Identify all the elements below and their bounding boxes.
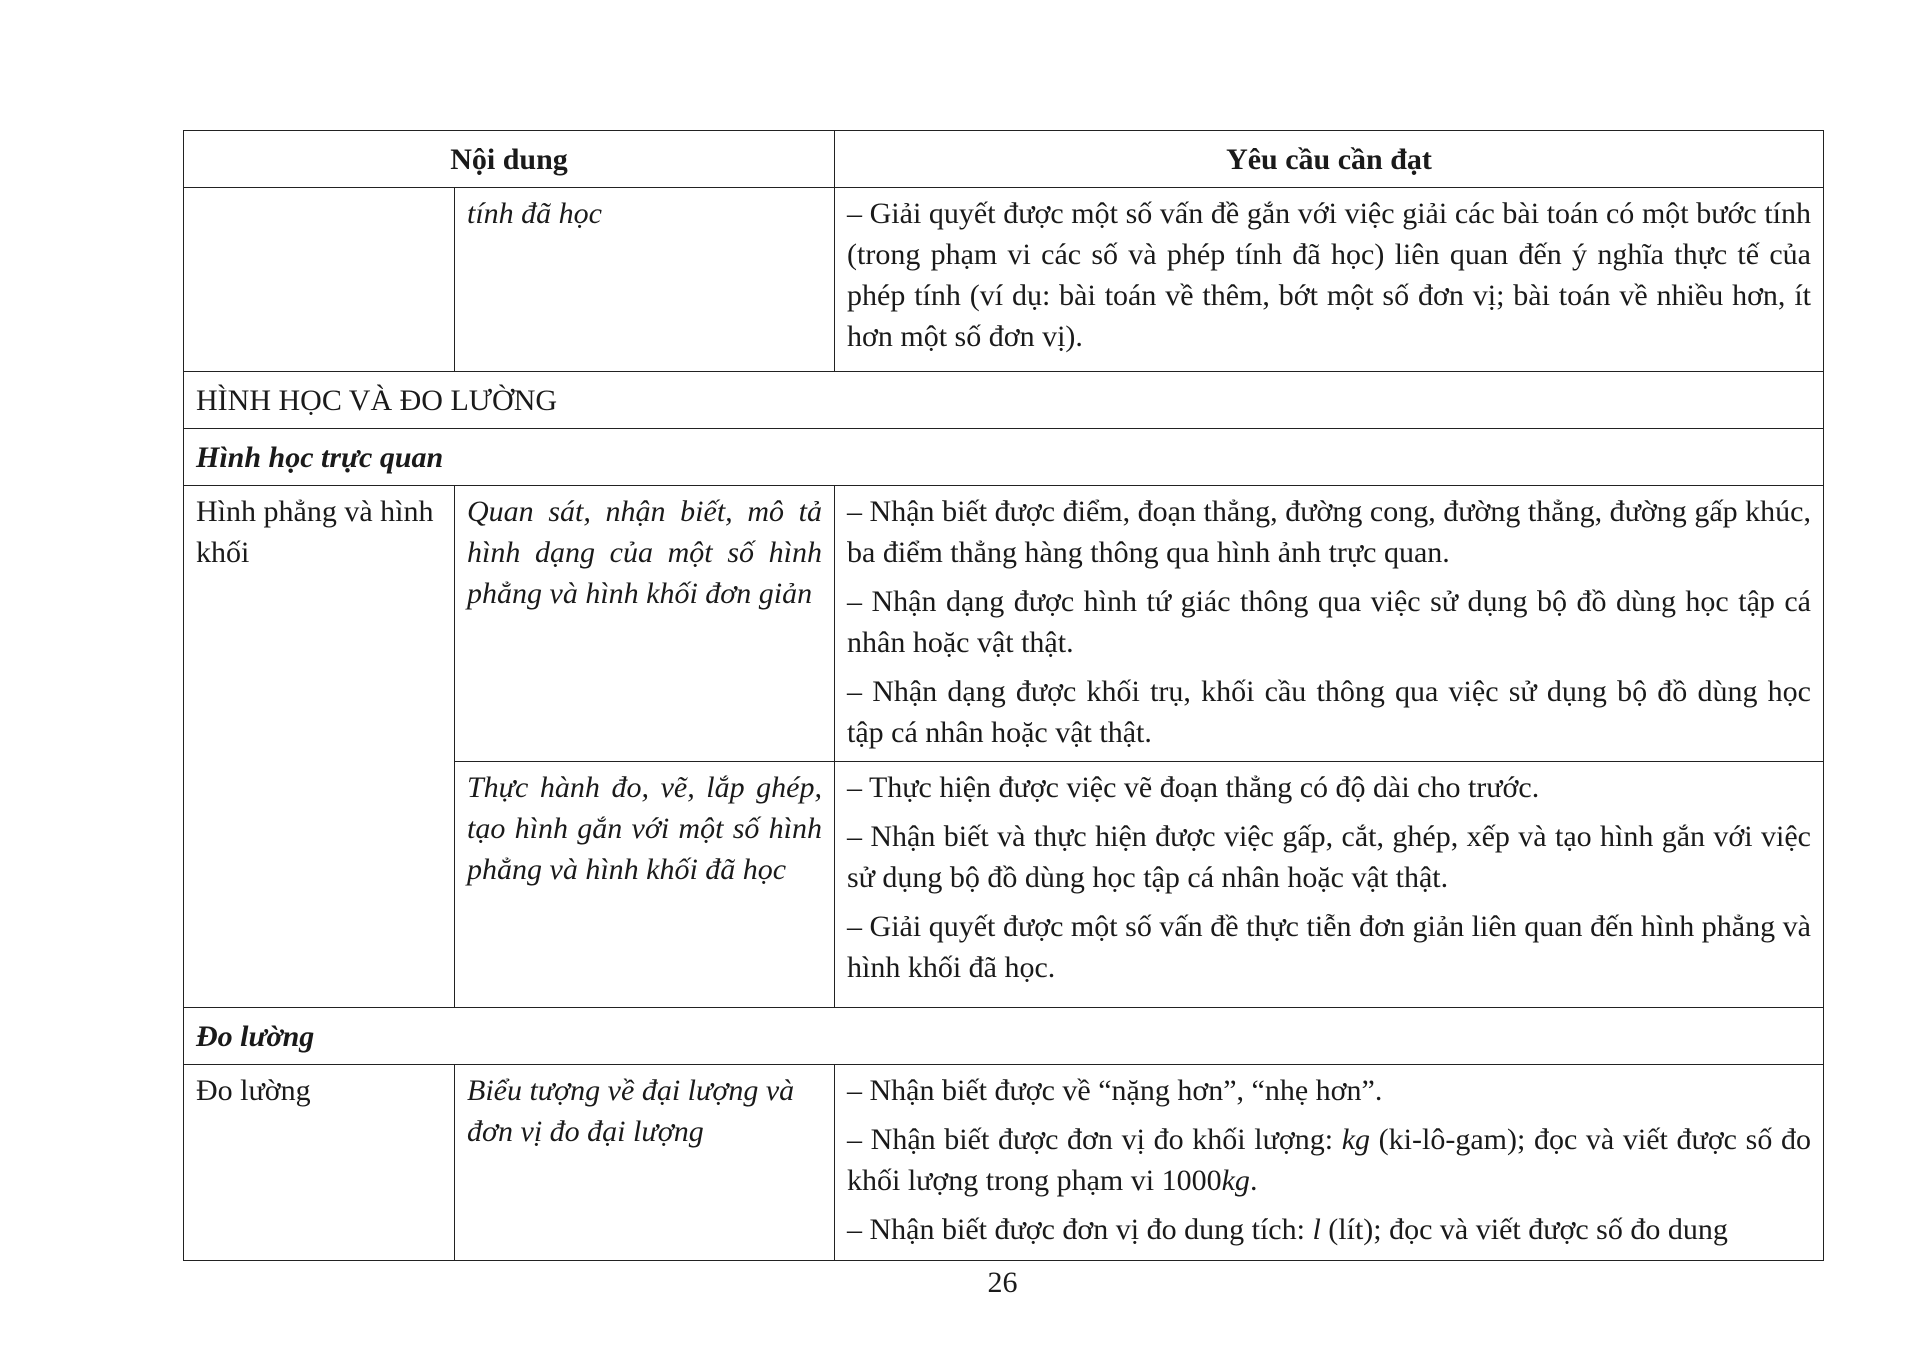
- table-row: [184, 1065, 1824, 1261]
- requirement-item: [847, 1119, 1811, 1201]
- unit-symbol: kg: [1341, 1123, 1371, 1156]
- header-requirements: Yêu cầu cần đạt: [835, 131, 1824, 188]
- requirement-text: – Nhận biết được đơn vị đo khối lượng:: [847, 1123, 1342, 1156]
- table-row: [184, 188, 1824, 372]
- requirement-item: – Thực hiện được việc vẽ đoạn thẳng có độ dài cho trước.: [847, 771, 1540, 804]
- requirements-cell: [835, 486, 1824, 762]
- header-content: Nội dung: [184, 131, 835, 188]
- unit-symbol: l: [1312, 1213, 1321, 1246]
- requirement-text: (lít); đọc và viết được số đo dung: [1320, 1213, 1728, 1246]
- subsection-row: [184, 1008, 1824, 1065]
- subsection-title-measurement: Đo lường: [184, 1008, 1824, 1065]
- requirement-item: – Nhận dạng được khối trụ, khối cầu thông qua việc sử dụng bộ đồ dùng học tập cá nhân hoặc vật thật.: [847, 675, 1811, 749]
- requirement-item: – Nhận biết được về “nặng hơn”, “nhẹ hơn”.: [847, 1074, 1383, 1107]
- requirements-cell: [835, 1065, 1824, 1261]
- group-cell-empty: [184, 188, 455, 372]
- topic-cell: Thực hành đo, vẽ, lắp ghép, tạo hình gắn với một số hình phẳng và hình khối đã học: [455, 762, 835, 1008]
- group-cell: Đo lường: [184, 1065, 455, 1261]
- requirement-item: [847, 1209, 1811, 1250]
- topic-cell: Quan sát, nhận biết, mô tả hình dạng của một số hình phẳng và hình khối đơn giản: [455, 486, 835, 762]
- curriculum-table: [183, 130, 1824, 1261]
- requirement-item: – Nhận biết và thực hiện được việc gấp, cắt, ghép, xếp và tạo hình gắn với việc sử dụng bộ đồ dùng học tập cá nhân hoặc vật thật.: [847, 820, 1811, 894]
- group-cell: Hình phẳng và hình khối: [184, 486, 455, 1008]
- section-row: [184, 372, 1824, 429]
- unit-symbol: kg: [1221, 1164, 1250, 1197]
- section-title: HÌNH HỌC VÀ ĐO LƯỜNG: [184, 372, 1824, 429]
- requirement-item: – Giải quyết được một số vấn đề gắn với việc giải các bài toán có một bước tính (trong phạm vi các số và phép tính đã học) liên quan đến ý nghĩa thực tế của phép tính (ví dụ: bài toán về thêm, bớt một số đơn vị; bài toán về nhiều hơn, ít hơn một số đơn vị).: [847, 197, 1811, 353]
- requirement-text: (ki-lô-gam); đọc và viết được số đo khối lượng trong phạm vi 1000: [847, 1123, 1811, 1197]
- requirement-item: – Nhận dạng được hình tứ giác thông qua việc sử dụng bộ đồ dùng học tập cá nhân hoặc vật thật.: [847, 585, 1811, 659]
- requirement-item: – Giải quyết được một số vấn đề thực tiễn đơn giản liên quan đến hình phẳng và hình khối đã học.: [847, 910, 1811, 984]
- table-header-row: [184, 131, 1824, 188]
- requirements-cell: [835, 188, 1824, 372]
- topic-cell: tính đã học: [455, 188, 835, 372]
- subsection-row: [184, 429, 1824, 486]
- subsection-title-geometry: Hình học trực quan: [184, 429, 1824, 486]
- page-number: 26: [987, 1266, 1018, 1299]
- table-row: [184, 486, 1824, 762]
- requirement-text: .: [1249, 1164, 1258, 1197]
- topic-cell: Biểu tượng về đại lượng và đơn vị đo đại lượng: [455, 1065, 835, 1261]
- requirement-text: – Nhận biết được đơn vị đo dung tích:: [847, 1213, 1313, 1246]
- requirement-item: – Nhận biết được điểm, đoạn thẳng, đường cong, đường thẳng, đường gấp khúc, ba điểm thẳng hàng thông qua hình ảnh trực quan.: [847, 495, 1811, 569]
- requirements-cell: [835, 762, 1824, 1008]
